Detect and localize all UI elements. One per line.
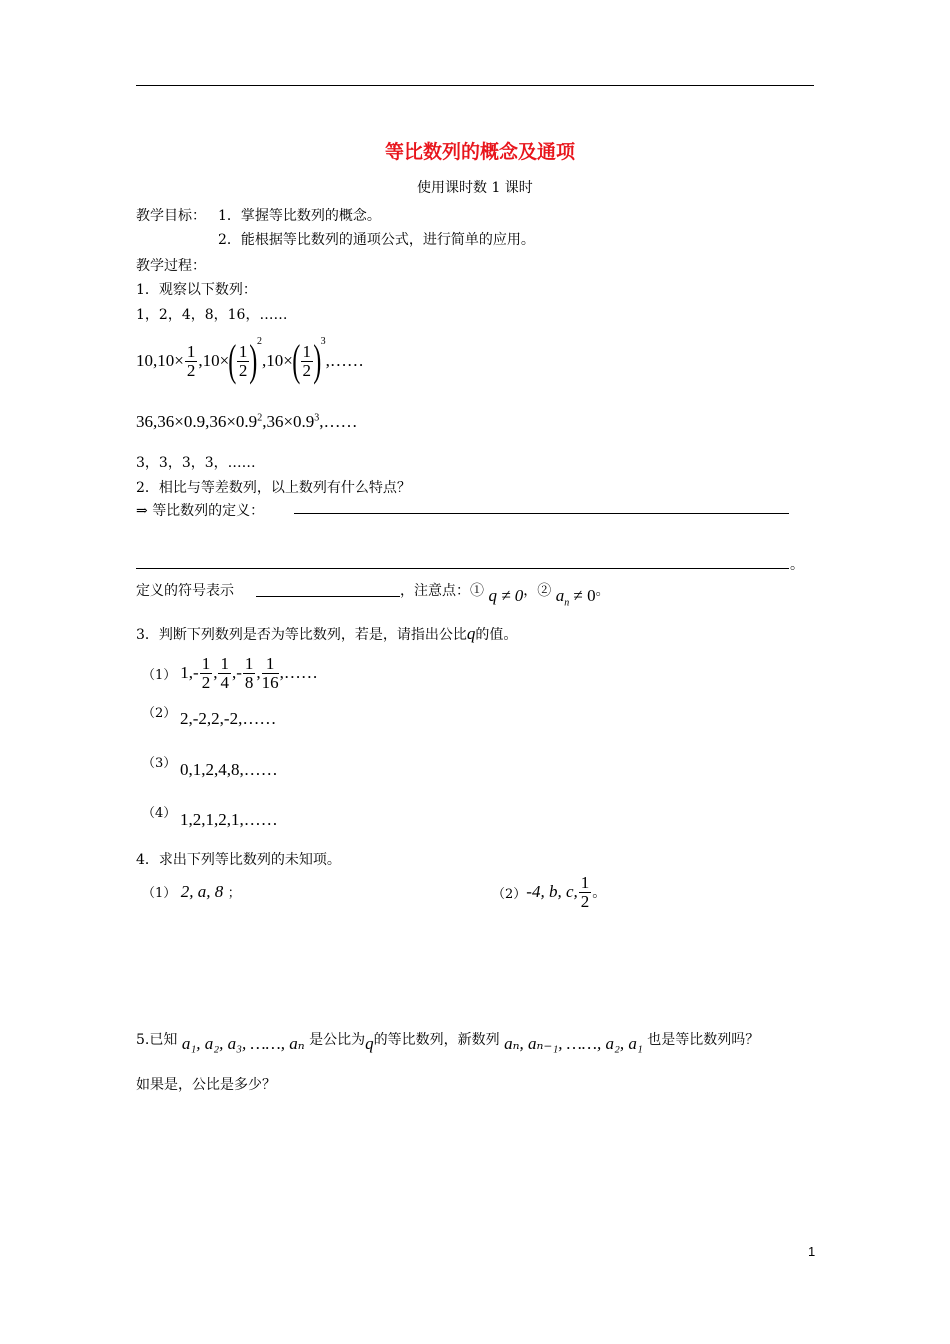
symbol-line (136, 580, 234, 600)
step3-item-2-label: （2） (142, 706, 177, 721)
definition-blank-2[interactable] (136, 568, 789, 569)
definition-line (136, 500, 264, 520)
sequence-1: 1，2，4，8，16，…… (136, 307, 288, 323)
step3-item-1: （1） 1,- $\frac{1}{2}$ , $\frac{1}{4}$ ,- $\frac{1}{8}$ , $\frac{1}{16}$ ,…… (142, 653, 318, 692)
step3-item-4-label: （4） (142, 806, 177, 821)
sequence-2: 10,10 × $\frac{1}{2}$ ,10 × ( $\frac{1}{2}$ ) $^2$ ,10 × ( $\frac{1}{2}$ ) $^3$ ,…… (136, 336, 364, 385)
sequence-4: 3，3，3，3，…… (136, 455, 256, 471)
ellipsis: ,…… (325, 351, 364, 370)
sequence-b: aₙ, aₙ₋₁, ……, a₂, a₁ (504, 1034, 643, 1053)
step4-item-1: （1） 2, a, 8 ； (142, 882, 241, 901)
arrow-icon: ⇒ (136, 503, 148, 519)
objective-1: 1．掌握等比数列的概念。 (218, 208, 381, 224)
step4-heading: 4．求出下列等比数列的未知项。 (136, 852, 341, 868)
note-2-var: a (555, 586, 565, 605)
note-1: q ≠ 0 (488, 586, 524, 605)
definition-blank[interactable] (294, 513, 789, 514)
fraction-half: $\frac{1}{2}$ (186, 341, 196, 380)
sequence-3: $36,36\times 0.9,36\times 0.9^2,36\times 0.9^3,\dots\dots$ (136, 412, 358, 431)
times-sign: × (219, 351, 230, 370)
step3-item-4-expr: 1,2,1,2,1,…… (180, 810, 278, 829)
step1-heading: 1．观察以下数列： (136, 282, 257, 298)
fraction-half: $\frac{1}{2}$ (302, 341, 311, 380)
q-symbol: q (365, 1034, 374, 1053)
times-sign: × (283, 351, 293, 370)
exponent: 2 (257, 336, 262, 347)
symbol-label: 定义的符号表示 (136, 583, 234, 599)
q-symbol: q (466, 624, 476, 643)
sequence-a: a₁, a₂, a₃, ……, aₙ (181, 1034, 305, 1053)
step4-item-2: （2） -4, b, c, $\frac{1}{2}$ 。 (492, 872, 607, 911)
exponent: 3 (320, 336, 326, 347)
step3-heading: 3．判断下列数列是否为等比数列，若是，请指出公比q的值。 (136, 624, 518, 643)
step3-item-2-expr: 2,-2,2,-2,…… (180, 709, 277, 728)
note-sep: ，② (523, 583, 552, 599)
step3-item-3-label: （3） (142, 756, 177, 771)
step2-heading: 2．相比与等差数列，以上数列有什么特点？ (136, 480, 411, 496)
objective-2: 2．能根据等比数列的通项公式，进行简单的应用。 (218, 232, 535, 248)
process-label: 教学过程： (136, 258, 206, 274)
page-number: 1 (808, 1244, 816, 1259)
objectives-label: 教学目标： (136, 208, 206, 224)
definition-end: 。 (790, 557, 804, 573)
note-line: ，注意点：① q ≠ 0，② $a_n \ne 0$。 (400, 583, 610, 609)
page-title: 等比数列的概念及通项 (385, 141, 576, 163)
step5-question: 如果是，公比是多少？ (136, 1077, 276, 1093)
symbol-blank[interactable] (256, 596, 400, 597)
header-rule (136, 85, 814, 86)
fraction-half: $\frac{1}{2}$ (238, 341, 248, 380)
step3-item-3-expr: 0,1,2,4,8,…… (180, 760, 278, 779)
subtitle: 使用课时数 1 课时 (417, 180, 533, 196)
note-label: ，注意点：① (400, 583, 484, 599)
definition-label: 等比数列的定义： (152, 503, 265, 519)
step5-line: 5.已知 a₁, a₂, a₃, ……, aₙ 是公比为q的等比数列，新数列 aₙ, aₙ₋₁, ……, a₂, a₁ 也是等比数列吗？ (136, 1032, 760, 1053)
times-sign: × (174, 351, 184, 370)
seq2-start: 10,10 (136, 351, 175, 370)
